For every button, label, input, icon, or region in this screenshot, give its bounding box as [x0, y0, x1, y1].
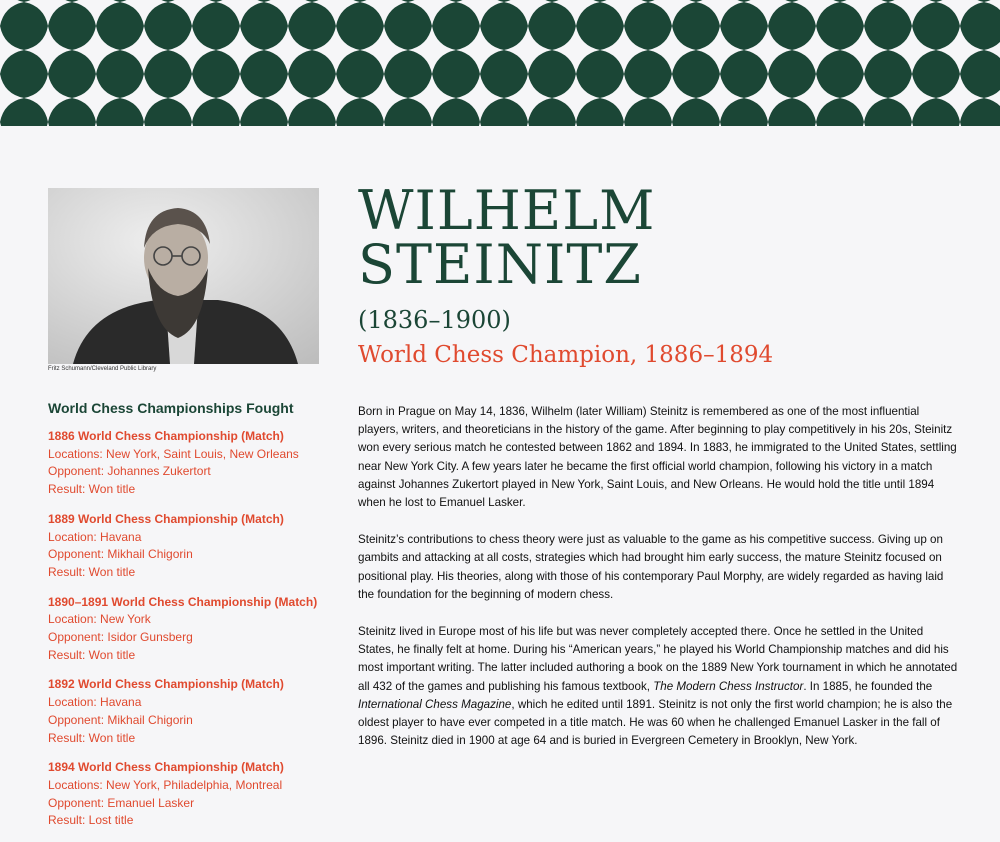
- bio-paragraph-3: [358, 623, 958, 750]
- championship-location: Location: Havana: [48, 529, 142, 544]
- bio-text: Steinitz lived in Europe most of his life but was never completely accepted there. Once he settled in the United States, he finally felt at home. During his “American years,” he played his World Championship matches and did his most important writing. The latter included authoring a book on the 1889 New York tournament in which he annotated all 432 of the games and publishing his famous textbook,: [358, 625, 958, 693]
- portrait-photo: [48, 188, 319, 364]
- championship-title: 1886 World Chess Championship (Match): [48, 429, 284, 443]
- championship-item: [48, 676, 338, 747]
- champion-subtitle: World Chess Champion, 1886–1894: [358, 342, 774, 368]
- championship-result: Result: Won title: [48, 647, 136, 662]
- championship-item: [48, 511, 338, 582]
- life-dates: (1836–1900): [358, 306, 511, 334]
- championship-opponent: Opponent: Mikhail Chigorin: [48, 547, 193, 562]
- championship-item: [48, 759, 338, 830]
- sidebar-heading: World Chess Championships Fought: [48, 400, 294, 416]
- championship-item: [48, 594, 338, 665]
- portrait-photo-container: [48, 188, 319, 364]
- biography: [358, 403, 958, 769]
- championship-result: Result: Lost title: [48, 813, 134, 828]
- championship-title: 1889 World Chess Championship (Match): [48, 511, 284, 526]
- championship-opponent: Opponent: Isidor Gunsberg: [48, 630, 193, 645]
- championship-opponent: Opponent: Emanuel Lasker: [48, 795, 195, 810]
- photo-credit: Fritz Schumann/Cleveland Public Library: [48, 366, 157, 372]
- page-title: [358, 179, 958, 296]
- bio-text: , which he edited until 1891. Steinitz is not only the first world champion; he is also the oldest player to have ever competed in a title match. He was 60 when he challenged Emanuel Lasker in the fall of 1896. Steinitz died in 1900 at age 64 and is buried in Evergreen Cemetery in Brooklyn, New York.: [358, 697, 953, 748]
- championship-result: Result: Won title: [48, 564, 136, 579]
- championship-location: Locations: New York, Saint Louis, New Orleans: [48, 446, 299, 461]
- championship-location: Location: New York: [48, 612, 151, 627]
- championship-item: [48, 428, 338, 499]
- championship-result: Result: Won title: [48, 730, 136, 745]
- bio-paragraph-1: Born in Prague on May 14, 1836, Wilhelm (later William) Steinitz is remembered as one of the most influential players, writers, and theoreticians in the history of the game. After beginning to play competitively in his 20s, Steinitz won every serious match he contested between 1862 and 1894. In 1883, he immigrated to the United States, settling near New York City. A few years later he became the first official world champion, following his victory in a match against Johannes Zukertort played in New York, Saint Louis, and New Orleans. He would hold the title until 1894 when he lost to Emanuel Lasker.: [358, 405, 957, 510]
- championships-sidebar: [48, 398, 338, 842]
- championship-title: 1894 World Chess Championship (Match): [48, 760, 284, 775]
- championship-location: Location: Havana: [48, 695, 142, 710]
- bio-text: . In 1885, he founded the: [803, 679, 933, 693]
- championship-title: 1890–1891 World Chess Championship (Match): [48, 594, 318, 609]
- championship-result: Result: Won title: [48, 482, 136, 497]
- championship-opponent: Opponent: Mikhail Chigorin: [48, 712, 193, 727]
- book-title: The Modern Chess Instructor: [653, 679, 804, 693]
- title-line-1: WILHELM: [358, 179, 656, 242]
- magazine-title: International Chess Magazine: [358, 697, 512, 711]
- header-pattern: [0, 0, 1000, 126]
- championship-title: 1892 World Chess Championship (Match): [48, 677, 284, 692]
- championship-opponent: Opponent: Johannes Zukertort: [48, 464, 211, 479]
- bio-paragraph-2: Steinitz’s contributions to chess theory were just as valuable to the game as his competitive success. Giving up on gambits and attacking at all costs, strategies which had brought him early success, the mature Steinitz focused on positional play. His theories, along with those of his contemporary Paul Morphy, are widely regarded as having laid the foundation for the beginning of modern chess.: [358, 533, 944, 601]
- championship-location: Locations: New York, Philadelphia, Montreal: [48, 777, 283, 792]
- title-line-2: STEINITZ: [358, 233, 642, 296]
